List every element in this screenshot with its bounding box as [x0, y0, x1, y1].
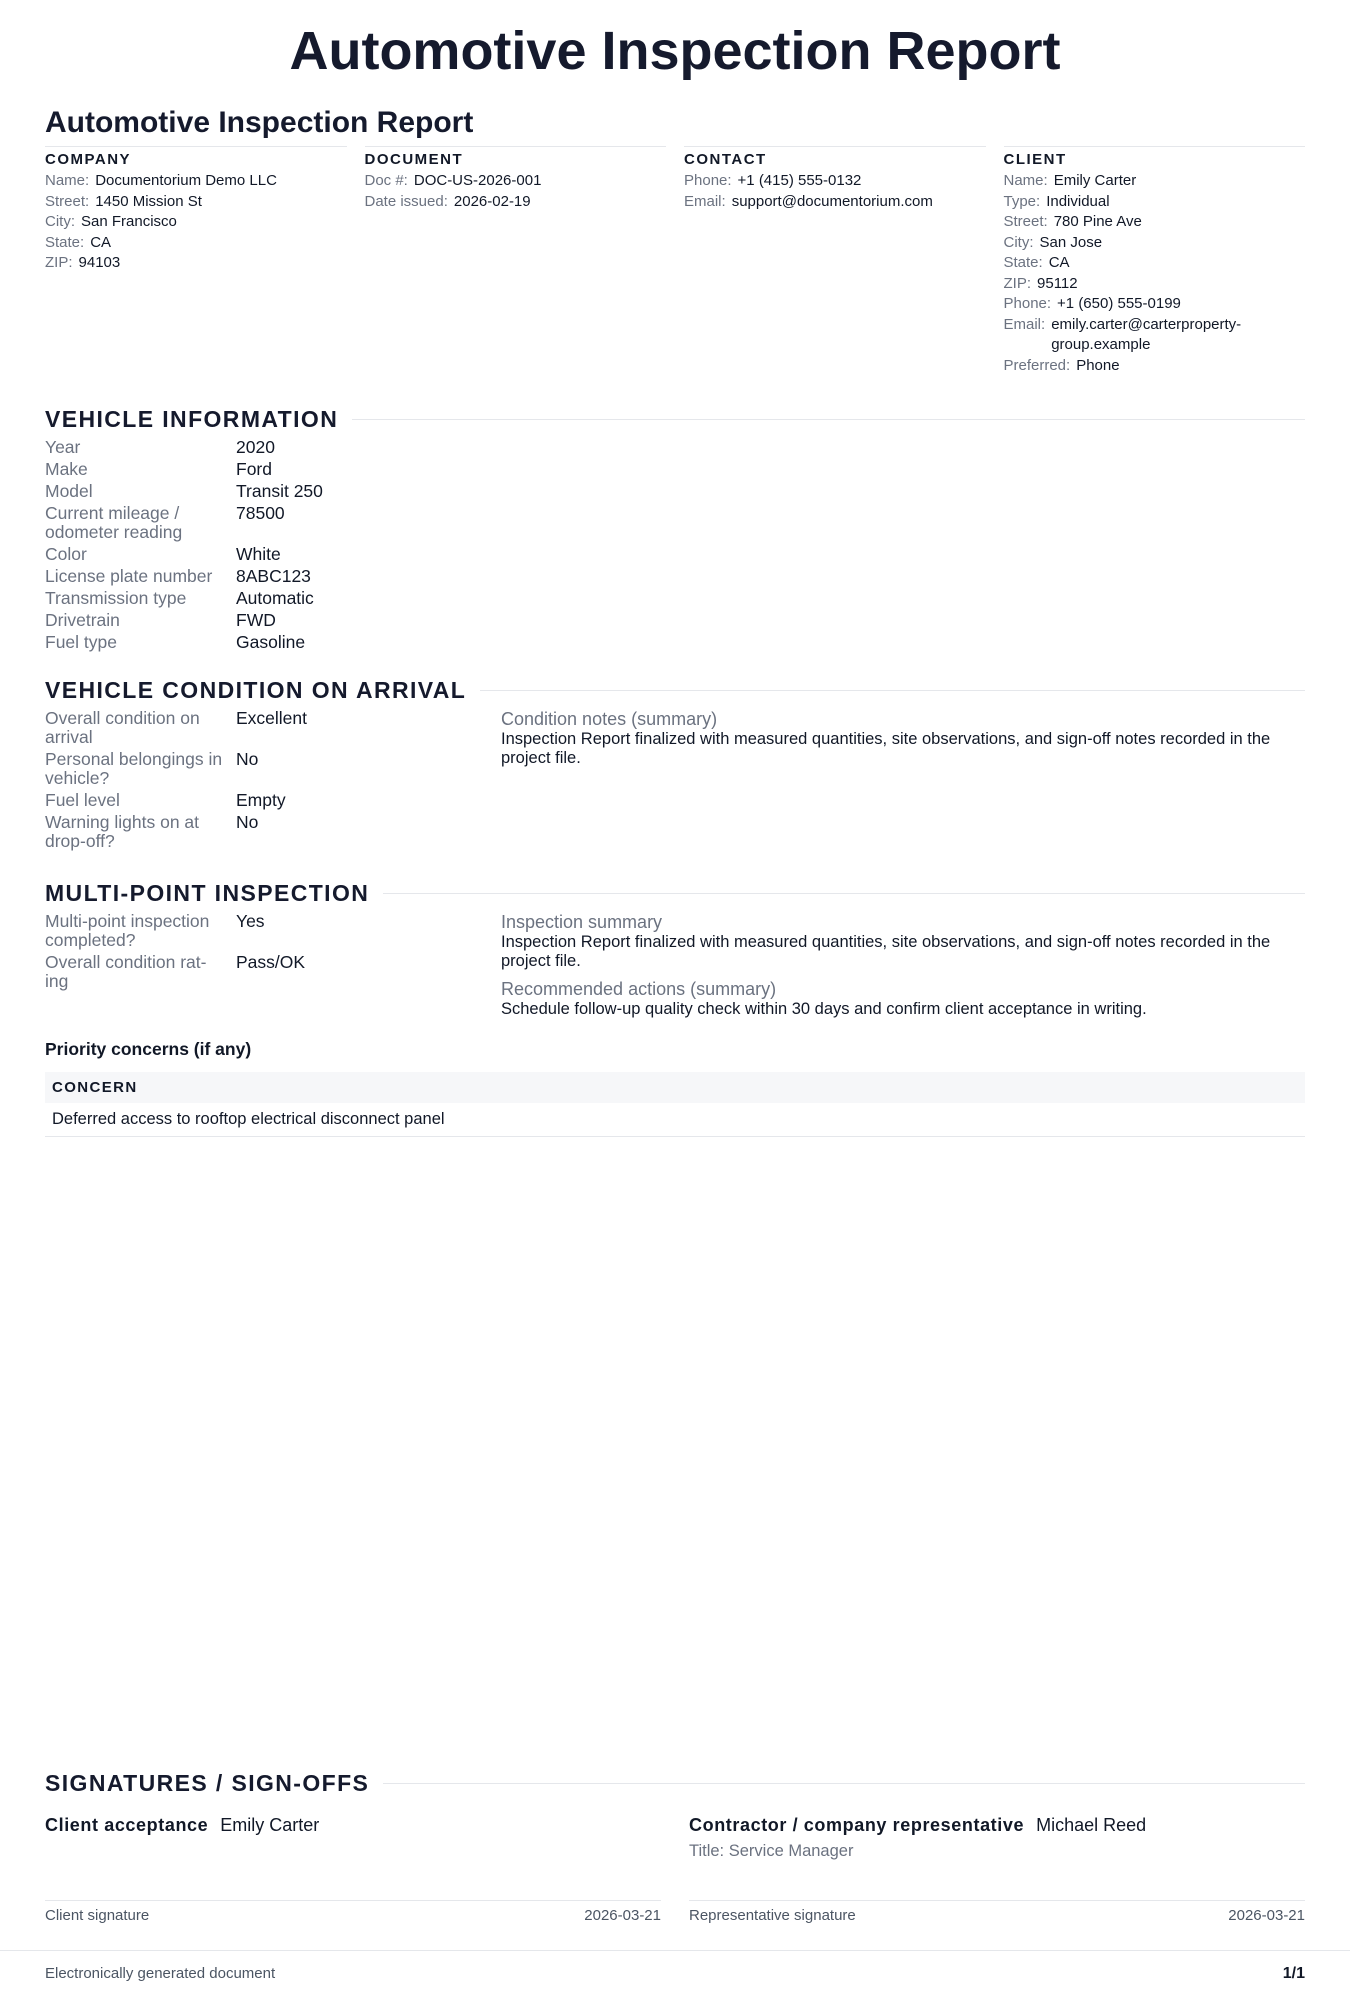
info-row [45, 192, 347, 213]
field-label: Model [45, 481, 93, 501]
field-row [45, 567, 501, 586]
client-acceptance-label: Client acceptance [45, 1815, 209, 1835]
recommended-actions-title: Recommended actions (summary) [501, 979, 777, 999]
field-row [45, 504, 501, 542]
info-key: City: [45, 213, 75, 230]
field-value: 78500 [236, 503, 285, 523]
info-value: 780 Pine Ave [1053, 213, 1142, 230]
field-row [45, 750, 501, 788]
signatures-section-header [45, 1770, 1305, 1797]
field-value: Automatic [236, 588, 314, 608]
inspection-notes [501, 912, 1305, 1027]
client-name: Emily Carter [220, 1815, 320, 1835]
field-value: Excellent [236, 708, 308, 728]
client-signature-block [45, 1815, 661, 1924]
rep-signature-date: 2026-03-21 [1228, 1907, 1305, 1924]
info-value: San Jose [1039, 233, 1103, 251]
info-row [1004, 212, 1306, 233]
field-value: No [236, 749, 259, 769]
rep-line [689, 1815, 1305, 1836]
field-value: Ford [236, 459, 272, 479]
condition-section-title: VEHICLE CONDITION ON ARRIVAL [45, 677, 467, 703]
signature-space [45, 1864, 661, 1900]
recommended-actions-body: Schedule follow-up quality check within 30 days and confirm client acceptance in writing. [501, 1000, 1147, 1018]
section-divider [352, 419, 1305, 420]
info-value: +1 (415) 555-0132 [737, 172, 862, 189]
table-row [45, 1103, 1305, 1137]
document-heading: DOCUMENT [364, 151, 464, 168]
field-row [45, 813, 501, 851]
client-signature-line[interactable] [45, 1900, 661, 1924]
field-value: 8ABC123 [236, 566, 311, 586]
info-value: CA [90, 233, 112, 251]
field-label: Make [45, 459, 88, 479]
field-value: FWD [236, 610, 276, 630]
client-email-value: emily.carter@carterproperty-group.example [1051, 315, 1242, 353]
vehicle-fields [45, 438, 501, 655]
field-label: Color [45, 544, 87, 564]
field-row [45, 791, 501, 810]
field-label: Drivetrain [45, 610, 120, 630]
field-label: License plate number [45, 566, 213, 586]
field-label: Fuel level [45, 790, 120, 810]
inspection-fields [45, 912, 501, 1027]
document-title: Automotive Inspection Report [45, 106, 474, 139]
document-block [365, 146, 667, 376]
info-key: Doc #: [364, 172, 408, 189]
condition-notes-body: Inspection Report finalized with measured quantities, site observations, and sign-off notes recorded in the project file. [501, 730, 1271, 767]
vehicle-info [45, 438, 1305, 655]
client-acceptance-line [45, 1815, 661, 1836]
client-signature-label: Client signature [45, 1907, 150, 1924]
field-label: Multi-point inspection completed? [45, 911, 210, 950]
field-value: Gasoline [236, 632, 306, 652]
field-label: Personal belongings in vehicle? [45, 749, 223, 788]
field-label: Warning lights on at drop-off? [45, 812, 200, 851]
company-heading: COMPANY [45, 151, 132, 168]
field-label: Current mileage / odometer reading [45, 503, 183, 542]
info-row [1004, 274, 1306, 295]
field-row [45, 460, 501, 479]
vehicle-section-title: VEHICLE INFORMATION [45, 406, 339, 432]
field-value: 2020 [236, 437, 275, 457]
rep-name: Michael Reed [1036, 1815, 1147, 1835]
condition-fields [45, 709, 501, 854]
client-heading: CLIENT [1003, 151, 1067, 168]
info-value: Emily Carter [1053, 172, 1137, 189]
vehicle-section-header [45, 406, 1305, 433]
signature-space [689, 1864, 1305, 1900]
inspection-summary-body: Inspection Report finalized with measured quantities, site observations, and sign-off notes recorded in the project file. [501, 933, 1271, 970]
info-row [1004, 356, 1306, 377]
info-key: Street: [1003, 213, 1048, 230]
info-value: 2026-02-19 [453, 192, 531, 210]
info-key: City: [1003, 233, 1034, 251]
info-value: +1 (650) 555-0199 [1057, 295, 1181, 312]
field-value: No [236, 812, 259, 832]
inspection-summary-title: Inspection summary [501, 912, 663, 932]
signatures-section-title: SIGNATURES / SIGN-OFFS [45, 1770, 370, 1796]
info-value: Phone [1076, 356, 1120, 374]
inspection-info [45, 912, 1305, 1027]
info-value: DOC-US-2026-001 [413, 172, 542, 189]
signature-grid [45, 1815, 1305, 1924]
field-value: White [236, 544, 281, 564]
info-grid [45, 146, 1305, 376]
field-row [45, 589, 501, 608]
page-number: 1/1 [1282, 1965, 1305, 1982]
inspection-section-header [45, 880, 1305, 907]
info-value: 1450 Mission St [95, 192, 202, 210]
condition-info [45, 709, 1305, 854]
info-row [684, 171, 986, 192]
info-row [1004, 171, 1306, 192]
rep-signature-block [689, 1815, 1305, 1924]
section-divider [480, 690, 1305, 691]
info-key: ZIP: [1003, 274, 1032, 292]
info-value: Individual [1046, 192, 1110, 210]
info-value: Documentorium Demo LLC [95, 172, 277, 189]
field-value: Pass/OK [236, 952, 306, 972]
field-value: Yes [236, 911, 265, 931]
info-row [1004, 315, 1306, 356]
rep-label: Contractor / company representative [689, 1815, 1025, 1835]
info-row [45, 253, 347, 274]
condition-notes [501, 709, 1305, 854]
field-row [45, 912, 501, 950]
info-row [684, 192, 986, 213]
rep-signature-label: Representative signature [689, 1907, 856, 1924]
info-row [1004, 294, 1306, 315]
field-row [45, 438, 501, 457]
field-label: Year [45, 437, 81, 457]
field-label: Overall condition rat-ing [45, 952, 207, 991]
info-value: 94103 [78, 254, 121, 271]
field-row [45, 633, 501, 652]
field-row [45, 482, 501, 501]
info-value: CA [1048, 254, 1070, 271]
field-label: Transmission type [45, 588, 187, 608]
page-footer [0, 1950, 1350, 1983]
footer-note: Electronically generated document [45, 1965, 276, 1982]
info-key: ZIP: [45, 254, 73, 271]
info-value: support@documentorium.com [731, 192, 933, 210]
rep-signature-line[interactable] [689, 1900, 1305, 1924]
info-key: Phone: [1003, 295, 1052, 312]
rep-title: Title: Service Manager [689, 1842, 854, 1860]
field-value: Transit 250 [236, 481, 323, 501]
concern-column-header: CONCERN [45, 1072, 1305, 1103]
section-divider [383, 893, 1305, 894]
info-key: Name: [1003, 172, 1048, 189]
concerns-table [45, 1072, 1305, 1137]
field-row [45, 709, 501, 747]
info-key: State: [1003, 254, 1043, 271]
field-label: Fuel type [45, 632, 117, 652]
client-title-spacer [45, 1842, 661, 1864]
info-row [365, 171, 667, 192]
info-key: Type: [1003, 192, 1041, 210]
info-key: Name: [45, 172, 90, 189]
concern-cell: Deferred access to rooftop electrical disconnect panel [45, 1103, 1305, 1137]
info-key: Street: [45, 192, 90, 210]
field-row [45, 545, 501, 564]
condition-section-header [45, 677, 1305, 704]
client-block [1004, 146, 1306, 376]
info-row [45, 212, 347, 233]
info-row [45, 233, 347, 254]
company-block [45, 146, 347, 376]
info-row [365, 192, 667, 213]
contact-heading: CONTACT [684, 151, 767, 168]
main-title: Automotive Inspection Report [289, 21, 1061, 81]
priority-concerns-title: Priority concerns (if any) [45, 1039, 252, 1059]
contact-block [684, 146, 986, 376]
field-row [45, 953, 501, 991]
signatures-section [45, 1770, 1305, 1924]
info-row [1004, 253, 1306, 274]
table-header-row [45, 1072, 1305, 1103]
field-value: Empty [236, 790, 286, 810]
info-key: Email: [1003, 315, 1046, 333]
section-divider [383, 1783, 1305, 1784]
field-row [45, 611, 501, 630]
info-row [45, 171, 347, 192]
info-key: Date issued: [364, 192, 448, 210]
client-signature-date: 2026-03-21 [584, 1907, 661, 1924]
info-key: Email: [684, 192, 726, 210]
inspection-section-title: MULTI-POINT INSPECTION [45, 880, 370, 906]
info-row [1004, 233, 1306, 254]
info-key: Preferred: [1003, 356, 1071, 374]
info-value: 95112 [1037, 274, 1078, 292]
info-key: State: [45, 233, 85, 251]
info-row [1004, 192, 1306, 213]
condition-notes-title: Condition notes (summary) [501, 709, 718, 729]
info-value: San Francisco [81, 213, 177, 230]
info-key: Phone: [684, 172, 732, 189]
field-label: Overall condition on arrival [45, 708, 200, 747]
